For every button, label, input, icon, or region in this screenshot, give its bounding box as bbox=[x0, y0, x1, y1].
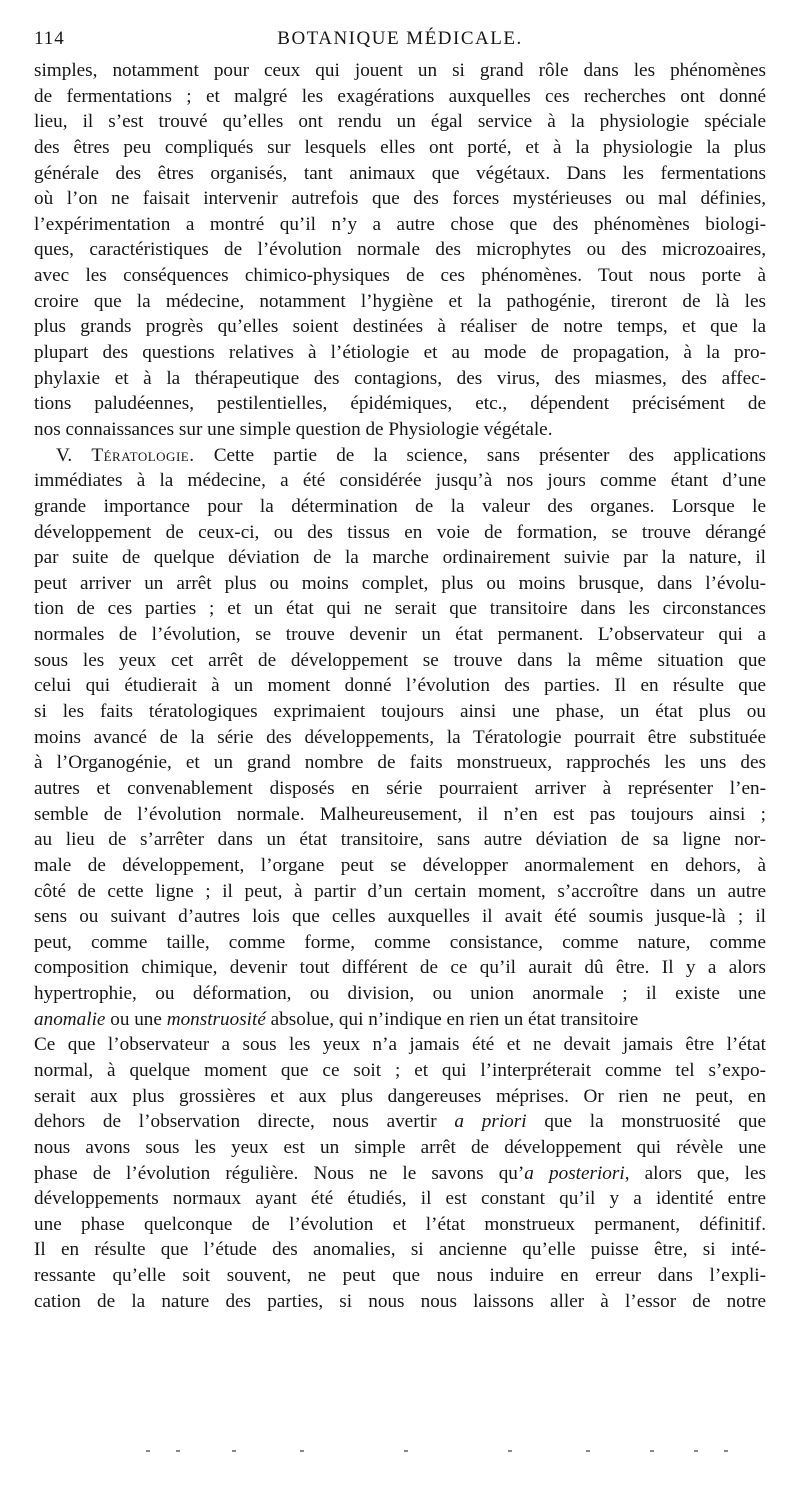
text-line: des êtres peu compliqués sur lesquels elles ont porté, et à la physiologie la plus bbox=[34, 136, 766, 158]
running-title: BOTANIQUE MÉDICALE. bbox=[277, 28, 523, 49]
text-line: par suite de quelque déviation de la marche ordinairement suivie par la nature, il bbox=[34, 547, 766, 569]
text-line: moins avancé de la série des développements, la Tératologie pourrait être substituée bbox=[34, 726, 766, 748]
italic-anomalie: anomalie bbox=[34, 1008, 106, 1030]
paragraph-continued-2 bbox=[34, 1135, 766, 1161]
paragraph-continued bbox=[34, 1032, 766, 1109]
italic-a-priori: a priori bbox=[454, 1111, 527, 1133]
italic-a-posteriori: a posteriori bbox=[524, 1162, 625, 1184]
text-line: lieu, il s’est trouvé qu’elles ont rendu un égal service à la physiologie spéciale bbox=[34, 111, 766, 133]
text-line: male de développement, l’organe peut se développer anormalement en dehors, à bbox=[34, 854, 766, 876]
paragraph-continued-3 bbox=[34, 1186, 766, 1314]
text-line: générale des êtres organisés, tant animaux que végétaux. Dans les fermentations bbox=[34, 162, 766, 184]
text-line: celui qui étudierait à un moment donné l’évolution des parties. Il en résulte que bbox=[34, 675, 766, 697]
text-line-aposteriori bbox=[34, 1161, 766, 1187]
text-line: si les faits tératologiques exprimaient toujours ainsi une phase, un état plus ou bbox=[34, 701, 766, 723]
text-line: ressante qu’elle soit souvent, ne peut que nous induire en erreur dans l’expli- bbox=[34, 1265, 766, 1287]
text-line: développement de ceux-ci, ou des tissus en voie de formation, se trouve dérangé bbox=[34, 521, 766, 543]
text-line: normal, à quelque moment que ce soit ; et qui l’interpréterait comme tel s’expo- bbox=[34, 1059, 766, 1081]
section-heading-line bbox=[34, 443, 766, 469]
section-heading: Tératologie. bbox=[91, 444, 195, 466]
text-line: l’expérimentation a montré qu’il n’y a autre chose que des phénomènes biologi- bbox=[34, 213, 766, 235]
text-line: composition chimique, devenir tout différent de ce qu’il aurait dû être. Il y a alors bbox=[34, 957, 766, 979]
text-line: avec les conséquences chimico-physiques de ces phénomènes. Tout nous porte à bbox=[34, 265, 766, 287]
text-line: où l’on ne faisait intervenir autrefois que des forces mystérieuses ou mal définies, bbox=[34, 188, 766, 210]
text-line: ques, caractéristiques de l’évolution normale des microphytes ou des microzoaires, bbox=[34, 239, 766, 261]
section-number: V. bbox=[56, 444, 73, 466]
section-first-line: Cette partie de la science, sans présenter des applications bbox=[213, 444, 767, 466]
page-number: 114 bbox=[34, 28, 65, 49]
text-fragment: que la monstruosité que bbox=[526, 1111, 767, 1133]
text-line: plupart des questions relatives à l’étiologie et au mode de propagation, à la pro- bbox=[34, 342, 766, 364]
text-line: normales de l’évolution, se trouve devenir un état permanent. L’observateur qui a bbox=[34, 624, 766, 646]
text-line: Ce que l’observateur a sous les yeux n’a jamais été et ne devait jamais être l’état bbox=[34, 1034, 766, 1056]
text-line: tion de ces parties ; et un état qui ne serait que transitoire dans les circonstances bbox=[34, 598, 766, 620]
text-line: simples, notamment pour ceux qui jouent un si grand rôle dans les phénomènes bbox=[34, 60, 766, 81]
text-line: hypertrophie, ou déformation, ou division, ou union anormale ; il existe une bbox=[34, 983, 766, 1005]
text-fragment: phase de l’évolution régulière. Nous ne le savons qu’ bbox=[34, 1162, 525, 1184]
text-line: peut, comme taille, comme forme, comme consistance, comme nature, comme bbox=[34, 931, 766, 953]
text-line: cation de la nature des parties, si nous nous laissons aller à l’essor de notre bbox=[34, 1290, 766, 1312]
text-fragment: , alors que, les bbox=[624, 1162, 766, 1184]
bottom-scan-dots bbox=[0, 1450, 800, 1460]
text-line: nous avons sous les yeux est un simple arrêt de développement qui révèle une bbox=[34, 1136, 766, 1158]
text-line: Il en résulte que l’étude des anomalies, si ancienne qu’elle puisse être, si inté- bbox=[34, 1239, 766, 1261]
paragraph-fermentations bbox=[34, 58, 766, 443]
text-line: à l’Organogénie, et un grand nombre de faits monstrueux, rapprochés les uns des bbox=[34, 752, 766, 774]
text-fragment: absolue, qui n’indique en rien un état transitoire bbox=[265, 1008, 639, 1030]
text-line: de fermentations ; et malgré les exagérations auxquelles ces recherches ont donné bbox=[34, 85, 766, 107]
text-line: plus grands progrès qu’elles soient destinées à réaliser de notre temps, et que la bbox=[34, 316, 766, 338]
body-text bbox=[34, 58, 766, 1314]
book-page bbox=[34, 22, 766, 1314]
text-fragment: dehors de l’observation directe, nous avertir bbox=[34, 1111, 455, 1133]
text-line: serait aux plus grossières et aux plus dangereuses méprises. Or rien ne peut, en bbox=[34, 1085, 766, 1107]
italic-monstruosite: monstruosité bbox=[166, 1008, 266, 1030]
text-line: semble de l’évolution normale. Malheureusement, il n’en est pas toujours ainsi ; bbox=[34, 803, 766, 825]
text-line: nos connaissances sur une simple question de Physiologie végétale. bbox=[34, 418, 553, 440]
text-line: sous les yeux cet arrêt de développement se trouve dans la même situation que bbox=[34, 649, 766, 671]
paragraph-teratologie bbox=[34, 468, 766, 1006]
text-line-anomalie bbox=[34, 1007, 766, 1033]
text-line: immédiates à la médecine, a été considérée jusqu’à nos jours comme étant d’une bbox=[34, 470, 766, 492]
text-line: tions paludéennes, pestilentielles, épidémiques, etc., dépendent précisément de bbox=[34, 393, 766, 415]
text-line: au lieu de s’arrêter dans un état transitoire, sans autre déviation de sa ligne nor- bbox=[34, 829, 766, 851]
text-line: sens ou suivant d’autres lois que celles auxquelles il avait été soumis jusque-là ; il bbox=[34, 906, 766, 928]
text-line: une phase quelconque de l’évolution et l’état monstrueux permanent, définitif. bbox=[34, 1213, 766, 1235]
text-line-apriori bbox=[34, 1109, 766, 1135]
text-line: croire que la médecine, notamment l’hygiène et la pathogénie, tireront de là les bbox=[34, 290, 766, 312]
text-line: côté de cette ligne ; il peut, à partir d’un certain moment, s’accroître dans un autre bbox=[34, 880, 766, 902]
running-head bbox=[34, 22, 766, 58]
text-line: développements normaux ayant été étudiés, il est constant qu’il y a identité entre bbox=[34, 1188, 766, 1210]
text-line: peut arriver un arrêt plus ou moins complet, plus ou moins brusque, dans l’évolu- bbox=[34, 572, 766, 594]
text-line: grande importance pour la détermination de la valeur des organes. Lorsque le bbox=[34, 495, 766, 517]
text-fragment: ou une bbox=[105, 1008, 167, 1030]
text-line: autres et convenablement disposés en série pourraient arriver à représenter l’en- bbox=[34, 777, 766, 799]
text-line: phylaxie et à la thérapeutique des contagions, des virus, des miasmes, des affec- bbox=[34, 367, 766, 389]
